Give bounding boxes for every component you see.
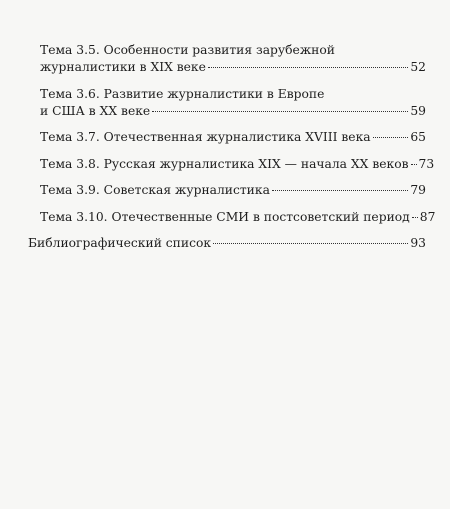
toc-entry-title: Библиографический список: [28, 236, 212, 250]
toc-entry-row: [40, 129, 426, 146]
toc-entry-title: журналистики в XIX веке: [40, 60, 206, 74]
page-number: 87: [419, 209, 436, 224]
page-number: 93: [410, 236, 426, 250]
dot-leader: [373, 137, 409, 138]
toc-entry-3-5: [28, 42, 426, 76]
table-of-contents: [28, 42, 436, 262]
toc-entry-row: [40, 209, 436, 226]
toc-entry-title: и США в XX веке: [40, 103, 151, 118]
dot-leader: [412, 217, 418, 218]
toc-entry-3-7: [28, 129, 426, 146]
toc-entry-title: Тема 3.8. Русская журналистика XIX — начала XX веков: [40, 156, 409, 171]
toc-entry-3-8: [28, 156, 435, 173]
toc-entry-3-10: [28, 209, 436, 226]
toc-entry-row: [40, 182, 426, 199]
toc-entry-title: Тема 3.9. Советская журналистика: [40, 183, 270, 197]
dot-leader: [152, 111, 408, 112]
toc-entry-row: [40, 103, 426, 120]
dot-leader: [213, 243, 408, 244]
toc-entry-bibliography: [28, 235, 426, 252]
dot-leader: [411, 164, 417, 165]
toc-entry-title: Тема 3.6. Развитие журналистики в Европе: [40, 86, 325, 101]
page-number: 79: [410, 183, 426, 197]
toc-entry-title: Тема 3.10. Отечественные СМИ в постсоветский период: [40, 209, 410, 224]
dot-leader: [272, 190, 408, 191]
toc-entry-title: Тема 3.5. Особенности развития зарубежной: [40, 43, 335, 57]
toc-entry-row: [40, 156, 435, 173]
toc-entry-3-9: [28, 182, 426, 199]
page-number: 73: [418, 156, 435, 171]
toc-entry-row: [40, 59, 426, 76]
toc-entry-row: [28, 235, 426, 252]
page-number: 52: [410, 60, 426, 74]
toc-entry-3-6: [28, 86, 426, 120]
page-number: 59: [410, 103, 426, 118]
dot-leader: [208, 67, 408, 68]
toc-entry-title: Тема 3.7. Отечественная журналистика XVIII века: [40, 130, 371, 144]
page-number: 65: [410, 130, 426, 144]
